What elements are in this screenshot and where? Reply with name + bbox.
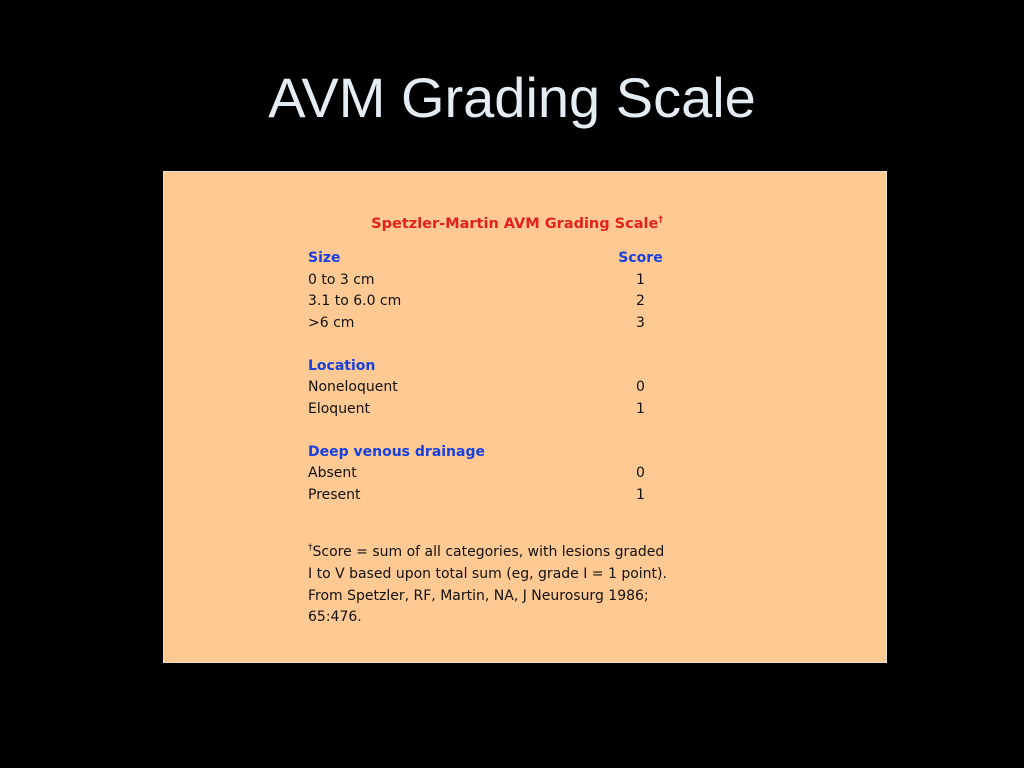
table-title (164, 210, 870, 234)
row-score: 0 (636, 465, 645, 481)
grading-scale-image (163, 171, 887, 663)
footnote-line: From Spetzler, RF, Martin, NA, J Neurosurg 1986; (308, 587, 649, 604)
row-score: 2 (636, 293, 645, 309)
row-score: 3 (636, 314, 645, 331)
grading-table (308, 248, 738, 506)
footnote-text: Score = sum of all categories, with lesions graded (312, 544, 665, 560)
row-score: 0 (636, 379, 645, 395)
table-row (308, 270, 738, 292)
section-heading-size (308, 248, 738, 270)
footnote (308, 538, 738, 629)
section-spacer (308, 334, 738, 356)
section-heading-deep-venous-drainage (308, 442, 738, 464)
table-row (308, 313, 738, 335)
footnote-line: 65:476. (308, 609, 362, 626)
footnote-line: I to V based upon total sum (eg, grade I = 1 point). (308, 565, 667, 582)
section-heading-label: Deep venous drainage (308, 443, 485, 460)
table-row (308, 463, 738, 485)
row-score: 1 (636, 486, 645, 503)
footnote-mark: † (308, 543, 313, 553)
row-label: 3.1 to 6.0 cm (308, 293, 402, 309)
row-score: 1 (636, 271, 645, 288)
row-label: >6 cm (308, 314, 355, 331)
footnote-line (308, 538, 738, 564)
table-title-text: Spetzler-Martin AVM Grading Scale (371, 216, 659, 232)
row-label: Absent (308, 465, 357, 481)
row-label: 0 to 3 cm (308, 271, 375, 288)
section-heading-location (308, 356, 738, 378)
row-label: Eloquent (308, 400, 371, 417)
row-score: 1 (636, 400, 645, 417)
table-row (308, 377, 738, 399)
table-row (308, 291, 738, 313)
table-row (308, 485, 738, 507)
section-heading-label: Location (308, 357, 376, 374)
slide-title: AVM Grading Scale (268, 66, 756, 129)
section-heading-label: Size (308, 250, 341, 266)
row-label: Noneloquent (308, 379, 398, 395)
table-row (308, 399, 738, 421)
score-column-heading: Score (618, 250, 663, 266)
row-label: Present (308, 486, 361, 503)
section-spacer (308, 420, 738, 442)
table-title-mark: † (658, 215, 663, 225)
